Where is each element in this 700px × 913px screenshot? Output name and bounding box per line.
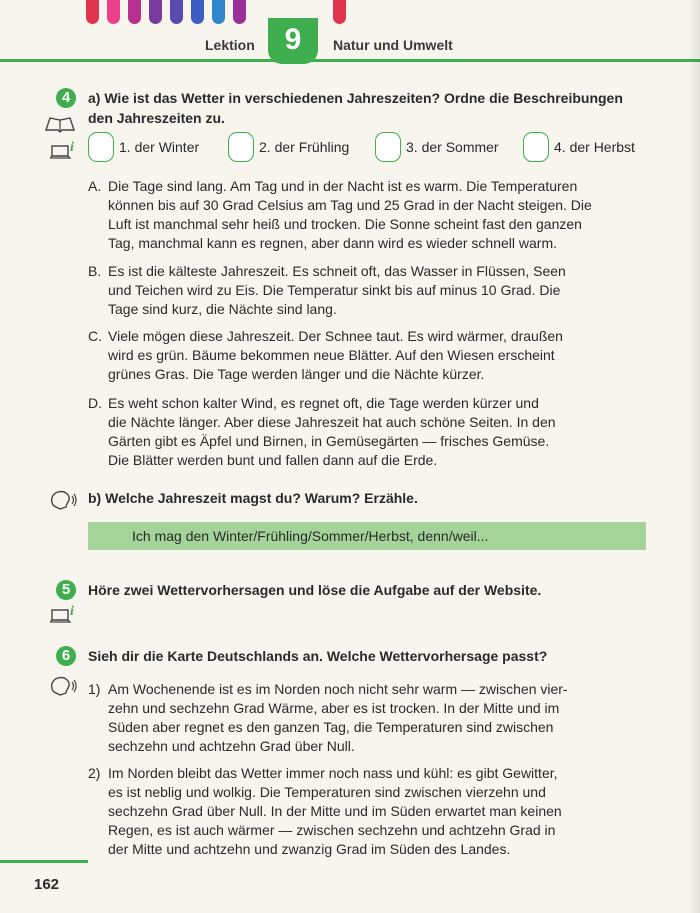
- season-label: 4. der Herbst: [554, 139, 635, 155]
- stripe-7: [212, 0, 225, 24]
- phrase-text: Ich mag den Winter/Frühling/Sommer/Herbst, denn/weil...: [132, 528, 489, 544]
- lektion-label: Lektion: [205, 37, 255, 53]
- speaking-icon: [48, 674, 78, 700]
- info-laptop-icon: [50, 602, 78, 626]
- forecast-2: [88, 764, 648, 859]
- paragraph-line: die Nächte länger. Aber diese Jahreszeit hat auch schöne Seiten. In den: [108, 414, 556, 430]
- book-icon: [44, 114, 76, 134]
- paragraph-line: grünes Gras. Die Tage werden länger und die Nächte kürzer.: [108, 366, 485, 382]
- stripe-3: [128, 0, 141, 24]
- forecast-1: [88, 680, 648, 756]
- answer-box[interactable]: [88, 132, 114, 162]
- paragraph-line: Viele mögen diese Jahreszeit. Der Schnee taut. Es wird wärmer, draußen: [108, 328, 563, 344]
- paragraph-b: [88, 262, 648, 319]
- answer-box[interactable]: [375, 132, 401, 162]
- forecast-number: 2): [88, 765, 101, 781]
- paragraph-line: Es weht schon kalter Wind, es regnet oft, die Tage werden kürzer und: [108, 395, 539, 411]
- page-number: 162: [34, 876, 60, 893]
- stripe-5: [170, 0, 183, 24]
- paragraph-line: Gärten gibt es Äpfel und Birnen, in Gemüsegärten — frisches Gemüse.: [108, 433, 550, 449]
- task-4b-title: b) Welche Jahreszeit magst du? Warum? Erzähle.: [88, 490, 418, 506]
- stripe-6: [191, 0, 204, 24]
- paragraph-line: Die Blätter werden bunt und fallen dann auf die Erde.: [108, 452, 438, 468]
- season-label: 1. der Winter: [119, 139, 200, 155]
- paragraph-c: [88, 327, 648, 384]
- footer-rule: [0, 860, 88, 863]
- task-5-title: Höre zwei Wettervorhersagen und löse die Aufgabe auf der Website.: [88, 582, 542, 598]
- forecast-number: 1): [88, 681, 101, 697]
- forecast-line: Am Wochenende ist es im Norden noch nicht sehr warm — zwischen vier-: [108, 681, 568, 697]
- paragraph-d: [88, 394, 648, 470]
- paragraph-a: [88, 177, 648, 253]
- forecast-line: sechzehn und achtzehn Grad über Null.: [108, 738, 355, 754]
- stripe-1: [86, 0, 99, 24]
- task-6-title: Sieh dir die Karte Deutschlands an. Welche Wettervorhersage passt?: [88, 648, 548, 664]
- paragraph-line: Tag, manchmal kann es regnen, aber dann wird es wieder schnell warm.: [108, 235, 558, 251]
- speaking-icon: [48, 488, 78, 514]
- paragraph-line: wird es grün. Bäume bekommen neue Blätter. Auf den Wiesen erscheint: [108, 347, 555, 363]
- task-5-number: 5: [56, 580, 76, 600]
- stripe-2: [107, 0, 120, 24]
- paragraph-line: Die Tage sind lang. Am Tag und in der Nacht ist es warm. Die Temperaturen: [108, 178, 578, 194]
- header-rule: [0, 59, 700, 62]
- forecast-line: sechzehn Grad über Null. In der Mitte und im Süden erwartet man keinen: [108, 803, 562, 819]
- stripe-4: [149, 0, 162, 24]
- paragraph-letter: A.: [88, 178, 102, 194]
- forecast-line: zehn und sechzehn Grad Wärme, aber es ist trocken. In der Mitte und im: [108, 700, 560, 716]
- task-4a-line-1: a) Wie ist das Wetter in verschiedenen Jahreszeiten? Ordne die Beschreibungen: [88, 90, 623, 106]
- lektion-number-tab: 9: [268, 18, 318, 64]
- page-edge-shadow: [688, 0, 700, 913]
- paragraph-line: und Teichen wird zu Eis. Die Temperatur sinkt bis auf minus 10 Grad. Die: [108, 282, 561, 298]
- paragraph-line: können bis auf 30 Grad Celsius am Tag und 25 Grad in der Nacht steigen. Die: [108, 197, 592, 213]
- forecast-line: Süden aber regnet es den ganzen Tag, die Temperaturen sind zwischen: [108, 719, 554, 735]
- season-label: 2. der Frühling: [259, 139, 350, 155]
- task-4a-line-2: den Jahreszeiten zu.: [88, 110, 225, 126]
- task-6-number: 6: [56, 646, 76, 666]
- info-laptop-icon: [50, 138, 78, 162]
- forecast-line: der Mitte und achtzehn und zwanzig Grad im Süden des Landes.: [108, 841, 511, 857]
- paragraph-letter: D.: [88, 395, 102, 411]
- answer-box[interactable]: [228, 132, 254, 162]
- paragraph-line: Luft ist manchmal sehr heiß und trocken. Die Sonne scheint fast den ganzen: [108, 216, 582, 232]
- paragraph-letter: C.: [88, 328, 102, 344]
- paragraph-letter: B.: [88, 263, 102, 279]
- answer-box[interactable]: [523, 132, 549, 162]
- task-4-number: 4: [56, 88, 76, 108]
- stripe-8: [233, 0, 246, 24]
- lektion-topic: Natur und Umwelt: [333, 37, 453, 53]
- paragraph-line: Tage sind kurz, die Nächte sind lang.: [108, 301, 337, 317]
- task-4a-title: [88, 88, 658, 128]
- paragraph-line: Es ist die kälteste Jahreszeit. Es schneit oft, das Wasser in Flüssen, Seen: [108, 263, 566, 279]
- forecast-line: es ist neblig und wolkig. Die Temperaturen sind zwischen vierzehn und: [108, 784, 546, 800]
- season-label: 3. der Sommer: [406, 139, 499, 155]
- forecast-line: Regen, es ist auch wärmer — zwischen sechzehn und achtzehn Grad in: [108, 822, 556, 838]
- forecast-line: Im Norden bleibt das Wetter immer noch nass und kühl: es gibt Gewitter,: [108, 765, 558, 781]
- svg-text:i: i: [70, 604, 74, 619]
- stripe-9: [333, 0, 346, 24]
- season-options: [88, 132, 668, 162]
- phrase-bar: [88, 522, 646, 550]
- svg-text:i: i: [70, 140, 74, 155]
